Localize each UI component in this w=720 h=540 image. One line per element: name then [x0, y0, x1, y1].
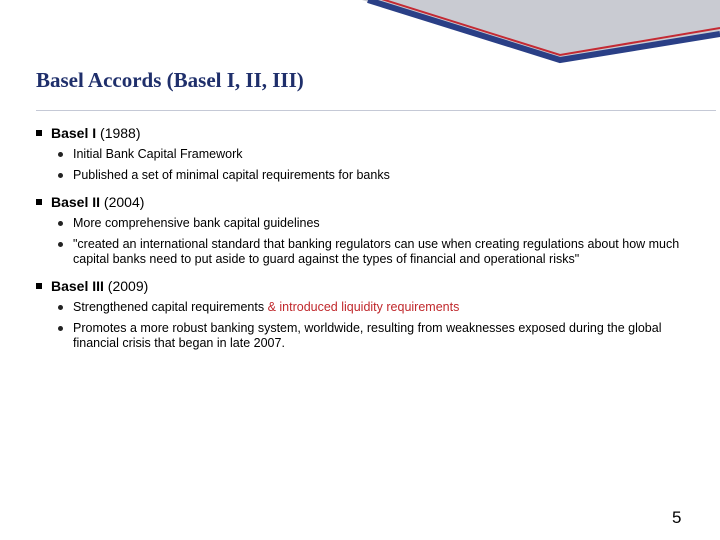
- section-year: (2004): [100, 194, 145, 210]
- sub-bullet: [58, 216, 696, 231]
- round-bullet-icon: [58, 305, 63, 310]
- section-basel-ii: [36, 193, 696, 267]
- section-heading: [36, 277, 696, 295]
- sub-bullet-text: Initial Bank Capital Framework: [73, 147, 243, 161]
- slide-content: [36, 124, 696, 361]
- round-bullet-icon: [58, 173, 63, 178]
- title-divider: [36, 110, 716, 111]
- sub-bullet-text: "created an international standard that banking regulators can use when creating regulations about how much capital banks need to put aside to guard against the types of financial and operational risks": [73, 237, 680, 266]
- sub-bullet: [58, 321, 696, 351]
- section-heading: [36, 124, 696, 142]
- section-basel-i: [36, 124, 696, 183]
- section-year: (2009): [103, 278, 149, 294]
- sub-bullet-text: Strengthened capital requirements: [73, 300, 268, 314]
- round-bullet-icon: [58, 152, 63, 157]
- section-name: Basel I: [51, 125, 97, 141]
- section-year: (1988): [96, 125, 141, 141]
- sub-bullet-text: Published a set of minimal capital requirements for banks: [73, 168, 390, 182]
- section-name: Basel II: [51, 194, 101, 210]
- square-bullet-icon: [36, 283, 42, 289]
- highlighted-text: & introduced liquidity requirements: [267, 300, 460, 314]
- section-heading: [36, 193, 696, 211]
- sub-bullet: [58, 237, 696, 267]
- square-bullet-icon: [36, 130, 42, 136]
- round-bullet-icon: [58, 242, 63, 247]
- round-bullet-icon: [58, 221, 63, 226]
- square-bullet-icon: [36, 199, 42, 205]
- sub-bullet-text: Promotes a more robust banking system, worldwide, resulting from weaknesses exposed during the global financial crisis that began in late 2007.: [73, 321, 662, 350]
- section-basel-iii: [36, 277, 696, 351]
- header-banner-decoration: [0, 0, 720, 70]
- sub-bullet-text: More comprehensive bank capital guidelines: [73, 216, 320, 230]
- page-number: 5: [672, 508, 682, 527]
- section-name: Basel III: [51, 278, 104, 294]
- slide-title: Basel Accords (Basel I, II, III): [36, 68, 304, 92]
- sub-bullet: [58, 168, 696, 183]
- sub-bullet: [58, 147, 696, 162]
- round-bullet-icon: [58, 326, 63, 331]
- sub-bullet: [58, 300, 696, 315]
